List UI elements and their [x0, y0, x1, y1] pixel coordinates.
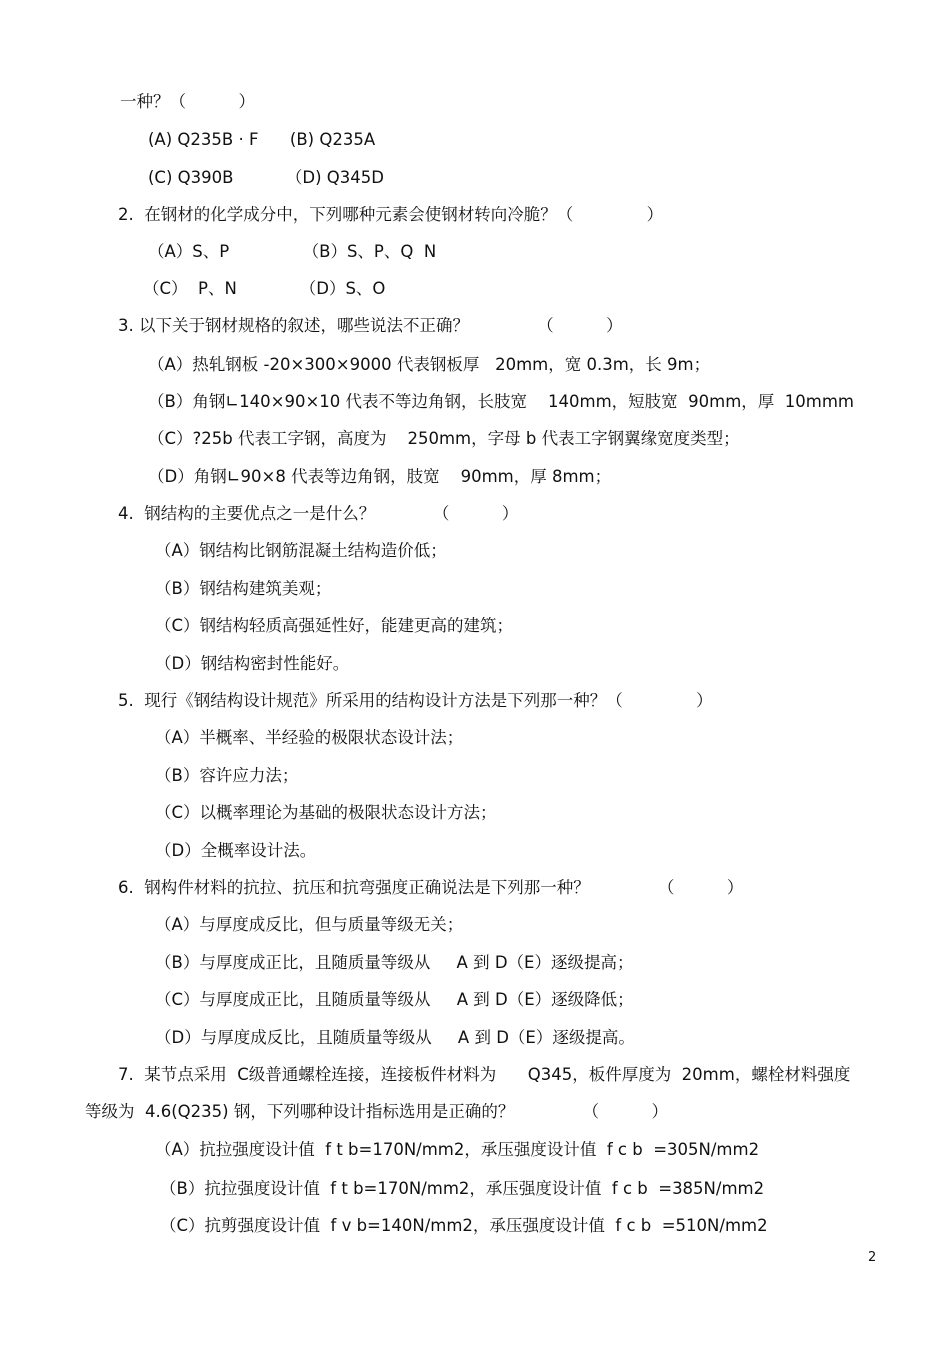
page-number: 2 [868, 1250, 877, 1265]
text-line: （D）钢结构密封性能好。 [155, 654, 350, 673]
text-line: （B）抗拉强度设计值 f t b=170N/mm2，承压强度设计值 f c b =385N/mm2 [160, 1179, 765, 1198]
text-line: （C）以概率理论为基础的极限状态设计方法； [155, 803, 497, 822]
text-line: （C）钢结构轻质高强延性好，能建更高的建筑； [155, 616, 514, 635]
text-line: （A）热轧钢板 -20×300×9000 代表钢板厚 20mm，宽 0.3m，长 9m； [148, 355, 711, 374]
text-line: （A）S、P （B）S、P、Q N [148, 242, 437, 261]
text-line: （B）容许应力法； [155, 766, 299, 785]
text-line: （A）半概率、半经验的极限状态设计法； [155, 728, 464, 747]
text-line: 7. 某节点采用 C级普通螺栓连接，连接板件材料为 Q345，板件厚度为 20mm，螺栓材料强度 [118, 1065, 851, 1084]
text-line: （B）钢结构建筑美观； [155, 579, 332, 598]
text-line: (C) Q390B （D) Q345D [148, 168, 384, 187]
text-line: 2. 在钢材的化学成分中，下列哪种元素会使钢材转向冷脆？（ ） [118, 205, 664, 224]
text-line: （C）抗剪强度设计值 f v b=140N/mm2，承压强度设计值 f c b =510N/mm2 [160, 1216, 768, 1235]
text-line: 一种？（ ） [120, 92, 255, 111]
text-line: （D）全概率设计法。 [155, 841, 317, 860]
text-line: 5. 现行《钢结构设计规范》所采用的结构设计方法是下列那一种？（ ） [118, 691, 713, 710]
text-line: (A) Q235B · F (B) Q235A [148, 130, 376, 149]
text-line: （C） P、N （D）S、O [143, 279, 386, 298]
text-line: （A）与厚度成反比，但与质量等级无关； [155, 915, 464, 934]
text-line: （B）角钢∟140×90×10 代表不等边角钢，长肢宽 140mm，短肢宽 90mm，厚 10mmm [148, 392, 854, 411]
text-line: （C）与厚度成正比，且随质量等级从 A 到 D（E）逐级降低； [155, 990, 634, 1009]
text-line: 等级为 4.6(Q235) 钢，下列哪种设计指标选用是正确的？ （ ） [85, 1102, 668, 1121]
text-line: 6. 钢构件材料的抗拉、抗压和抗弯强度正确说法是下列那一种？ （ ） [118, 878, 744, 897]
text-line: （C）?25b 代表工字钢，高度为 250mm，字母 b 代表工字钢翼缘宽度类型； [148, 429, 740, 448]
text-line: （A）抗拉强度设计值 f t b=170N/mm2，承压强度设计值 f c b =305N/mm2 [155, 1140, 760, 1159]
text-line: （D）角钢∟90×8 代表等边角钢，肢宽 90mm，厚 8mm； [148, 467, 612, 486]
text-line: （B）与厚度成正比，且随质量等级从 A 到 D（E）逐级提高； [155, 953, 634, 972]
text-line: （D）与厚度成反比，且随质量等级从 A 到 D（E）逐级提高。 [155, 1028, 635, 1047]
text-line: （A）钢结构比钢筋混凝土结构造价低； [155, 541, 447, 560]
text-line: 3. 以下关于钢材规格的叙述，哪些说法不正确？ （ ） [118, 316, 623, 335]
text-line: 4. 钢结构的主要优点之一是什么？ （ ） [118, 504, 519, 523]
